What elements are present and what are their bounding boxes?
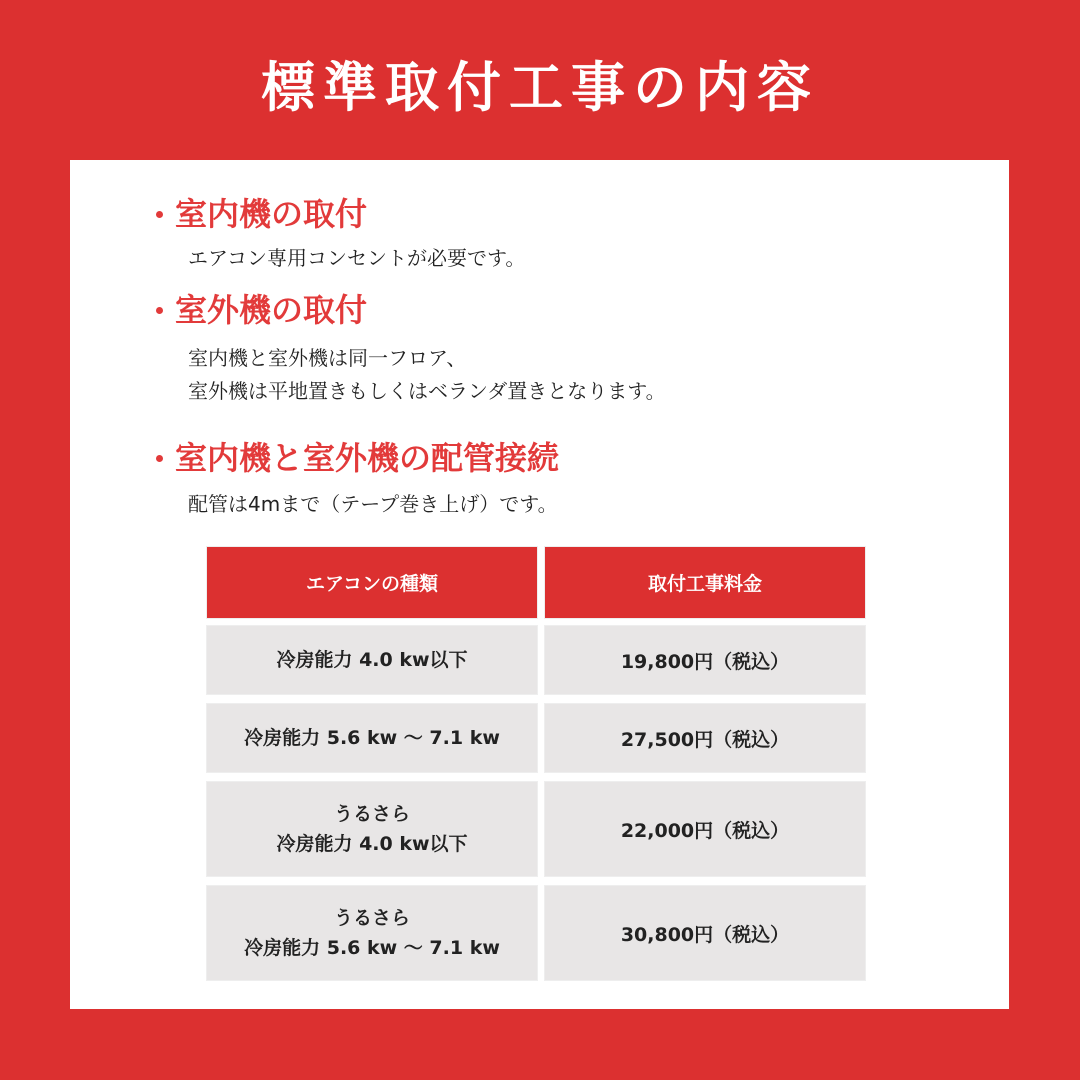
column-header-price: 取付工事料金 bbox=[544, 546, 866, 619]
content-card bbox=[70, 160, 1009, 1009]
type-line: 冷房能力 5.6 kw ～ 7.1 kw bbox=[244, 727, 500, 749]
section-description bbox=[188, 488, 559, 521]
table-header-row bbox=[206, 546, 866, 619]
column-header-type: エアコンの種類 bbox=[206, 546, 538, 619]
table-row bbox=[206, 625, 866, 695]
section-heading bbox=[156, 288, 666, 332]
type-line: 冷房能力 4.0 kw以下 bbox=[276, 649, 468, 671]
description-line: 室内機と室外機は同一フロア、 bbox=[188, 346, 467, 370]
price-cell: 19,800円（税込） bbox=[544, 625, 866, 695]
table-row bbox=[206, 781, 866, 877]
section-description bbox=[188, 242, 525, 275]
bullet-icon bbox=[156, 455, 163, 462]
section-heading-text: 室外機の取付 bbox=[175, 291, 368, 329]
type-cell bbox=[206, 625, 538, 695]
table-row bbox=[206, 885, 866, 981]
section-heading bbox=[156, 192, 525, 236]
type-line: うるさら bbox=[333, 907, 410, 929]
price-cell: 30,800円（税込） bbox=[544, 885, 866, 981]
price-table bbox=[206, 546, 866, 981]
section-indoor-install bbox=[156, 192, 525, 275]
section-description bbox=[188, 342, 666, 408]
price-cell: 27,500円（税込） bbox=[544, 703, 866, 773]
type-line: うるさら bbox=[333, 803, 410, 825]
type-line: 冷房能力 5.6 kw ～ 7.1 kw bbox=[244, 937, 500, 959]
type-cell bbox=[206, 781, 538, 877]
type-line: 冷房能力 4.0 kw以下 bbox=[276, 833, 468, 855]
table-row bbox=[206, 703, 866, 773]
section-heading bbox=[156, 436, 559, 480]
bullet-icon bbox=[156, 307, 163, 314]
section-heading-text: 室内機と室外機の配管接続 bbox=[175, 439, 560, 477]
section-outdoor-install bbox=[156, 288, 666, 408]
price-cell: 22,000円（税込） bbox=[544, 781, 866, 877]
type-cell bbox=[206, 885, 538, 981]
section-heading-text: 室内機の取付 bbox=[175, 195, 368, 233]
bullet-icon bbox=[156, 211, 163, 218]
type-cell bbox=[206, 703, 538, 773]
description-line: エアコン専用コンセントが必要です。 bbox=[188, 246, 526, 270]
description-line: 室外機は平地置きもしくはベランダ置きとなります。 bbox=[188, 379, 666, 403]
page-title: 標準取付工事の内容 bbox=[261, 56, 819, 119]
section-piping-connection bbox=[156, 436, 559, 521]
description-line: 配管は4mまで（テープ巻き上げ）です。 bbox=[188, 492, 558, 516]
